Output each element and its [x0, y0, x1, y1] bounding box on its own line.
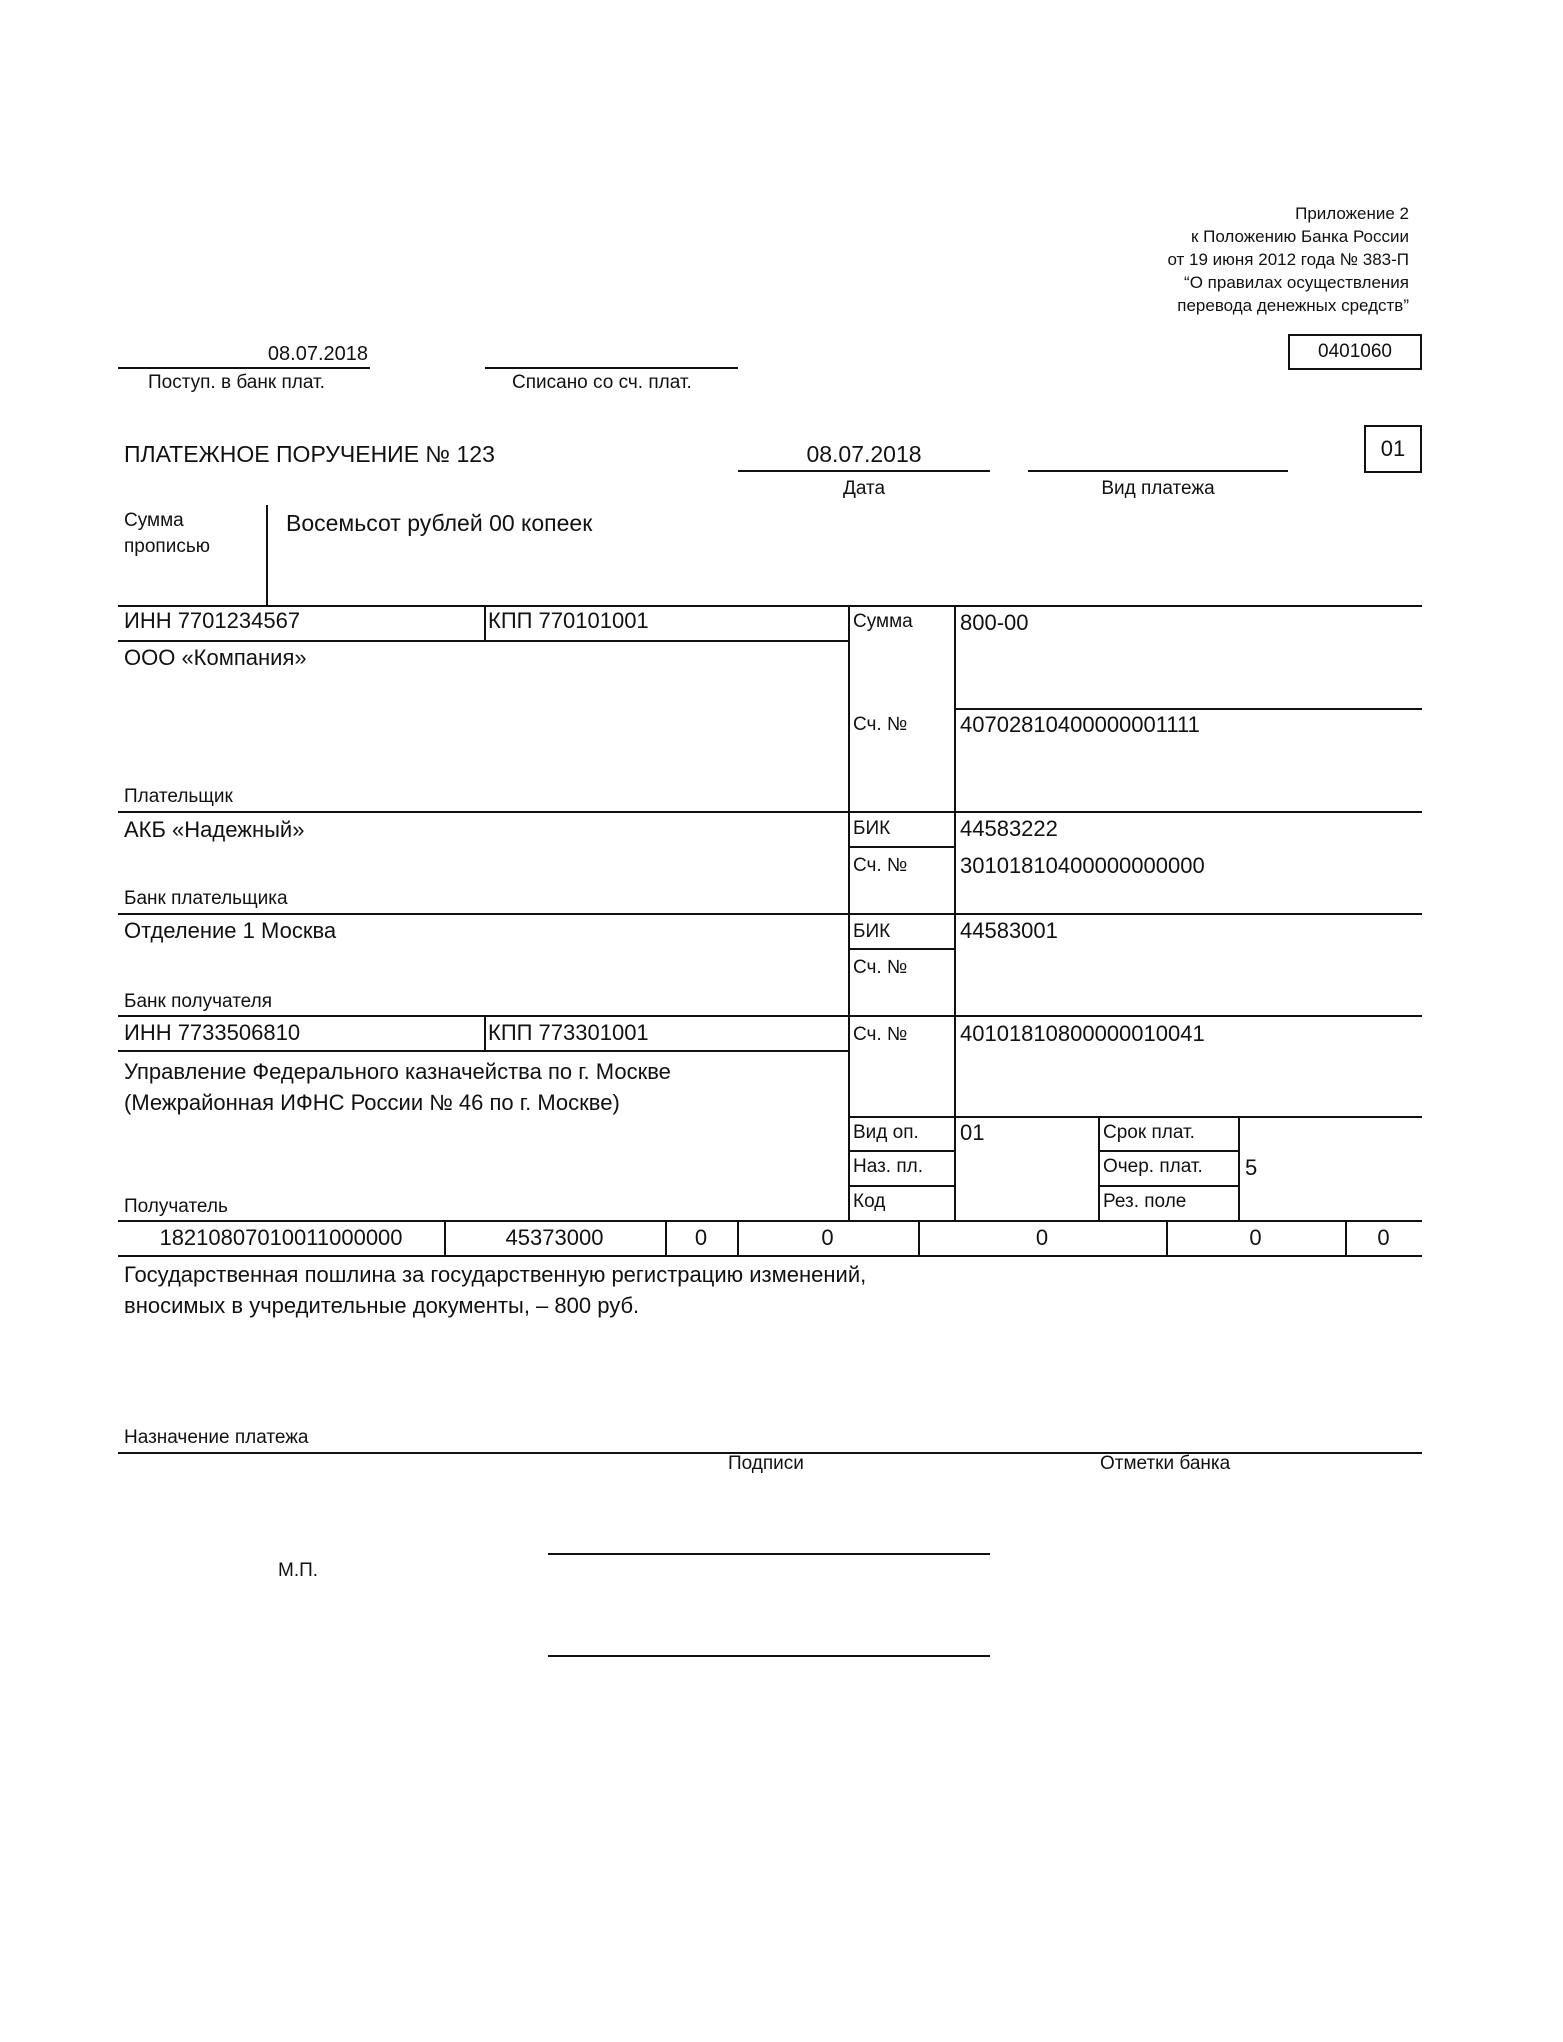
- tax-field-period: 0: [821, 1225, 834, 1250]
- page-title: ПЛАТЕЖНОЕ ПОРУЧЕНИЕ № 123: [124, 441, 495, 467]
- signature-line-1: [548, 1553, 990, 1555]
- purpose-label: Назначение платежа: [124, 1427, 309, 1448]
- op-type: 01: [960, 1120, 985, 1145]
- form-code: 0401060: [1318, 341, 1392, 362]
- payer-kpp: КПП 770101001: [488, 608, 649, 633]
- payee-bank-name: Отделение 1 Москва: [124, 918, 337, 943]
- code-label: Код: [853, 1191, 886, 1212]
- priority-label: Очер. плат.: [1103, 1156, 1203, 1177]
- purpose-line-1: Государственная пошлина за государственную регистрацию изменений,: [124, 1262, 867, 1287]
- appendix-line-2: к Положению Банка России: [1190, 227, 1409, 246]
- payer-bank-account: 30101810400000000000: [960, 853, 1205, 878]
- payee-bank-bik-label: БИК: [853, 921, 891, 942]
- payer-inn: ИНН 7701234567: [124, 608, 301, 633]
- purpose-code-label: Наз. пл.: [853, 1156, 923, 1177]
- tax-field-type: 0: [1377, 1225, 1390, 1250]
- form-code-box: [1288, 334, 1422, 370]
- amount-words-label-2: прописью: [124, 536, 210, 557]
- payee-account: 40101810800000010041: [960, 1021, 1205, 1046]
- payer-bank-bik: 44583222: [960, 816, 1058, 841]
- signatures-label: Подписи: [728, 1453, 804, 1474]
- payer-name: ООО «Компания»: [124, 645, 307, 670]
- tax-field-doc-date: 0: [1249, 1225, 1262, 1250]
- payer-account-label: Сч. №: [853, 714, 908, 735]
- payee-account-label: Сч. №: [853, 1024, 908, 1045]
- due-label: Срок плат.: [1103, 1122, 1195, 1143]
- op-type-label: Вид оп.: [853, 1122, 919, 1143]
- appendix-line-4: “О правилах осуществления: [1184, 273, 1409, 292]
- amount-words: Восемьсот рублей 00 копеек: [286, 510, 593, 536]
- tax-field-doc-number: 0: [1035, 1225, 1049, 1250]
- payer-bank-label: Банк плательщика: [124, 888, 288, 909]
- debited-label: Списано со сч. плат.: [512, 372, 692, 393]
- status-code-box: [1364, 425, 1422, 473]
- appendix-line-1: Приложение 2: [1295, 204, 1409, 223]
- payer-bank-account-label: Сч. №: [853, 855, 908, 876]
- purpose-line-2: вносимых в учредительные документы, – 800 руб.: [124, 1293, 640, 1318]
- payment-type-label: Вид платежа: [1101, 478, 1215, 499]
- payer-sum: 800-00: [960, 610, 1029, 635]
- payer-account: 40702810400000001111: [960, 712, 1200, 737]
- payee-bank-bik: 44583001: [960, 918, 1058, 943]
- reserve-label: Рез. поле: [1103, 1191, 1187, 1212]
- payee-inn: ИНН 7733506810: [124, 1020, 301, 1045]
- payee-label: Получатель: [124, 1196, 228, 1217]
- tax-field-oktmo: 45373000: [505, 1225, 604, 1250]
- tax-field-basis: 0: [694, 1225, 708, 1250]
- status-code: 01: [1380, 436, 1406, 461]
- payee-bank-account-label: Сч. №: [853, 957, 908, 978]
- payee-bank-label: Банк получателя: [124, 991, 272, 1012]
- payer-bank-name: АКБ «Надежный»: [124, 817, 305, 842]
- received-date: 08.07.2018: [267, 343, 368, 365]
- appendix-line-5: перевода денежных средств”: [1177, 296, 1409, 315]
- payer-label: Плательщик: [124, 786, 233, 807]
- appendix-line-3: от 19 июня 2012 года № 383-П: [1167, 250, 1409, 269]
- received-label: Поступ. в банк плат.: [148, 372, 325, 393]
- payee-name: Управление Федерального казначейства по г. Москве (Межрайонная ИФНС России № 46 по г. Москве): [124, 1059, 671, 1115]
- payee-kpp: КПП 773301001: [488, 1020, 649, 1045]
- tax-field-kbk: 18210807010011000000: [159, 1225, 403, 1250]
- priority: 5: [1245, 1155, 1258, 1180]
- payer-bank-bik-label: БИК: [853, 818, 891, 839]
- signature-line-2: [548, 1655, 990, 1657]
- date-label: Дата: [842, 478, 886, 499]
- document-date: 08.07.2018: [806, 441, 922, 467]
- payer-sum-label: Сумма: [853, 611, 913, 632]
- stamp-label: М.П.: [278, 1560, 319, 1581]
- bank-marks-label: Отметки банка: [1100, 1453, 1231, 1474]
- amount-words-label-1: Сумма: [124, 510, 184, 531]
